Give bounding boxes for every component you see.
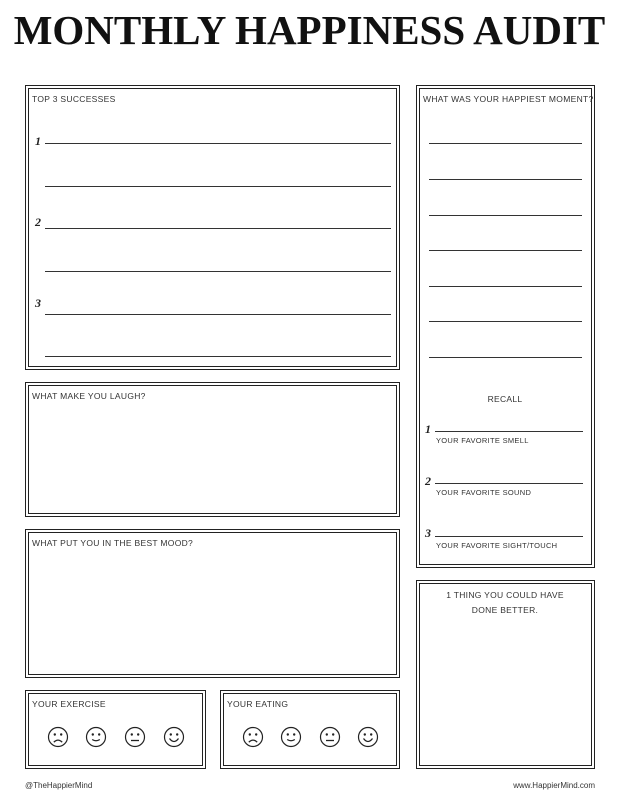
successes-label: TOP 3 SUCCESSES: [32, 94, 116, 104]
happiest-line-6[interactable]: [429, 321, 582, 322]
done-better-label-line1: 1 THING YOU COULD HAVE: [446, 590, 564, 600]
happiest-line-7[interactable]: [429, 357, 582, 358]
recall-sight-touch-label: YOUR FAVORITE SIGHT/TOUCH: [436, 541, 558, 550]
page-title: MONTHLY HAPPINESS AUDIT: [13, 7, 606, 53]
success-line-2a[interactable]: [45, 228, 391, 229]
happiest-moment-box: [416, 85, 595, 568]
happiest-line-1[interactable]: [429, 143, 582, 144]
slight-smile-face-icon[interactable]: [280, 726, 302, 748]
success-line-3a[interactable]: [45, 314, 391, 315]
recall-sound-label: YOUR FAVORITE SOUND: [436, 488, 532, 497]
happiest-line-3[interactable]: [429, 215, 582, 216]
success-number-2: 2: [35, 215, 41, 229]
happiest-line-2[interactable]: [429, 179, 582, 180]
slight-smile-face-icon[interactable]: [85, 726, 107, 748]
recall-line-3[interactable]: [435, 536, 583, 537]
eating-box: [220, 690, 400, 769]
laugh-box[interactable]: [25, 382, 400, 517]
happiest-line-5[interactable]: [429, 286, 582, 287]
success-line-2b[interactable]: [45, 271, 391, 272]
footer-handle: @TheHappierMind: [25, 781, 93, 790]
successes-box: [25, 85, 400, 370]
happiest-line-4[interactable]: [429, 250, 582, 251]
success-line-1a[interactable]: [45, 143, 391, 144]
success-line-3b[interactable]: [45, 356, 391, 357]
laugh-label: WHAT MAKE YOU LAUGH?: [32, 391, 146, 401]
smile-face-icon[interactable]: [163, 726, 185, 748]
success-line-1b[interactable]: [45, 186, 391, 187]
done-better-box[interactable]: [416, 580, 595, 769]
sad-face-icon[interactable]: [47, 726, 69, 748]
done-better-label-line2: DONE BETTER.: [471, 605, 539, 615]
recall-number-1: 1: [425, 422, 431, 436]
recall-heading: RECALL: [487, 394, 523, 404]
success-number-1: 1: [35, 134, 41, 148]
neutral-face-icon[interactable]: [319, 726, 341, 748]
best-mood-label: WHAT PUT YOU IN THE BEST MOOD?: [32, 538, 194, 548]
recall-line-1[interactable]: [435, 431, 583, 432]
recall-smell-label: YOUR FAVORITE SMELL: [436, 436, 529, 445]
recall-number-2: 2: [425, 474, 431, 488]
exercise-box: [25, 690, 206, 769]
recall-number-3: 3: [425, 526, 431, 540]
smile-face-icon[interactable]: [357, 726, 379, 748]
eating-label: YOUR EATING: [227, 699, 289, 709]
success-number-3: 3: [35, 296, 41, 310]
happiest-moment-label: WHAT WAS YOUR HAPPIEST MOMENT?: [423, 94, 594, 104]
sad-face-icon[interactable]: [242, 726, 264, 748]
recall-line-2[interactable]: [435, 483, 583, 484]
best-mood-box[interactable]: [25, 529, 400, 678]
exercise-label: YOUR EXERCISE: [32, 699, 106, 709]
footer-website: www.HappierMind.com: [513, 781, 595, 790]
neutral-face-icon[interactable]: [124, 726, 146, 748]
